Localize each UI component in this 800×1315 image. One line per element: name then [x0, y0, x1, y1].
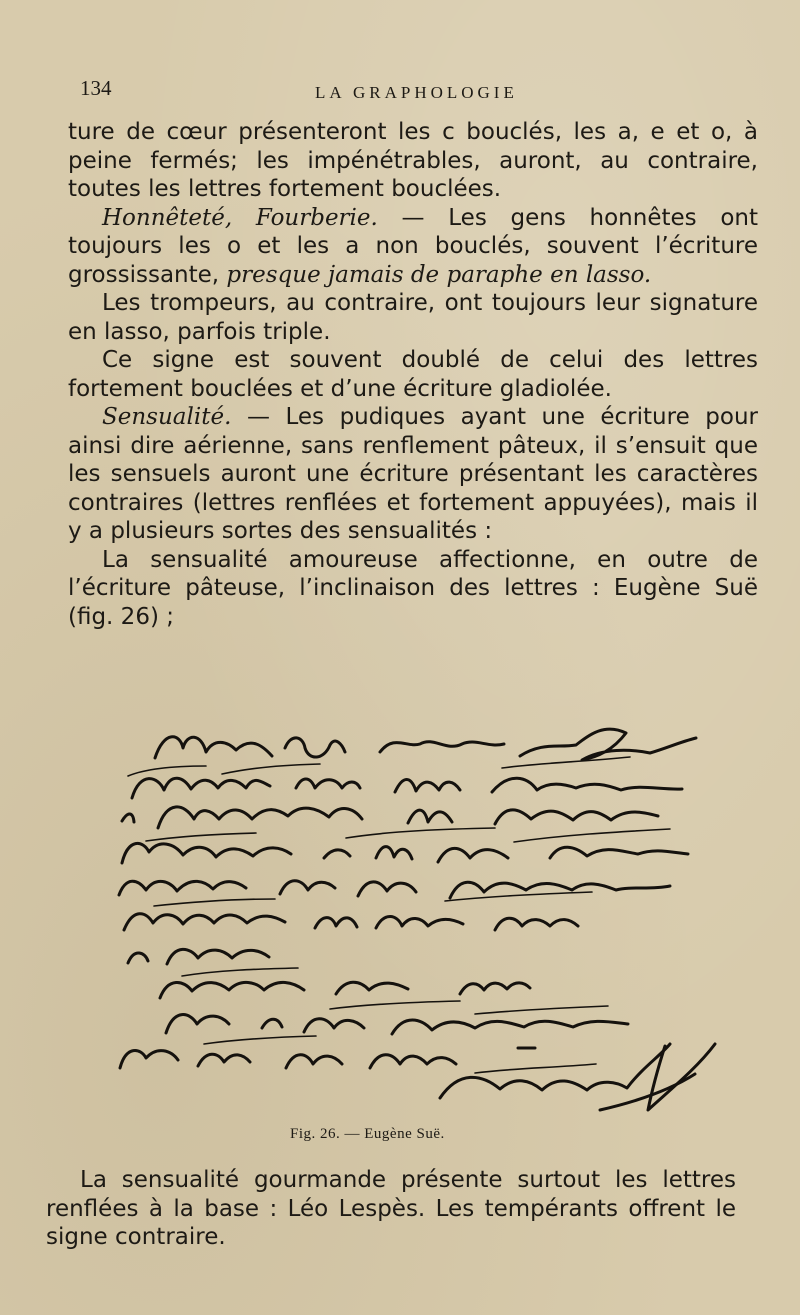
handwritten-letter-figure — [110, 718, 730, 1123]
paragraph-2-lead: Honnêteté, Fourberie. — [102, 204, 378, 231]
paragraph-7 — [46, 1166, 736, 1252]
paragraph-5 — [68, 403, 758, 546]
paragraph-2-text: — Les gens honnêtes ont toujours les o et les a non bouclés, souvent l’écriture grossissante, — [68, 204, 759, 288]
paragraph-7-text: La sensualité gourmande présente surtout les lettres renflées à la base : Léo Lespès. Les tempérants offrent le signe contraire. — [46, 1167, 736, 1250]
paragraph-3 — [68, 289, 758, 346]
body-text — [68, 118, 758, 631]
paragraph-4-text: Ce signe est souvent doublé de celui des lettres fortement bouclées et d’une écriture gladiolée. — [68, 347, 758, 402]
page-number: 134 — [80, 76, 112, 100]
paragraph-1-text: ture de cœur présenteront les c bouclés, les a, e et o, à peine fermés; les impénétrables, auront, au contraire, toutes les lettres fortement bouclées. — [68, 119, 758, 202]
paragraph-6-text: La sensualité amoureuse affectionne, en outre de l’écriture pâteuse, l’inclinaison des lettres : Eugène Suë (fig. 26) ; — [68, 546, 758, 630]
paragraph-5-text: — Les pudiques ayant une écriture pour ainsi dire aérienne, sans renflement pâteux, il s’ensuit que les sensuels auront une écriture présentant les caractères contraires (lettres renflées et fortement appuyées), mais il y a plusieurs sortes des sensualités : — [68, 404, 758, 544]
figure-caption: Fig. 26. — Eugène Suë. — [290, 1126, 445, 1142]
paragraph-6 — [68, 546, 758, 632]
paragraph-1 — [68, 118, 758, 204]
paragraph-3-text: Les trompeurs, au contraire, ont toujours leur signature en lasso, parfois triple. — [68, 290, 758, 345]
paragraph-5-lead: Sensualité. — [102, 404, 232, 430]
after-figure-text — [46, 1166, 736, 1252]
paragraph-4 — [68, 346, 758, 403]
running-head: LA GRAPHOLOGIE — [315, 83, 518, 102]
paragraph-2-italic-tail: presque jamais de paraphe en lasso. — [226, 261, 652, 288]
paragraph-2 — [68, 204, 758, 290]
